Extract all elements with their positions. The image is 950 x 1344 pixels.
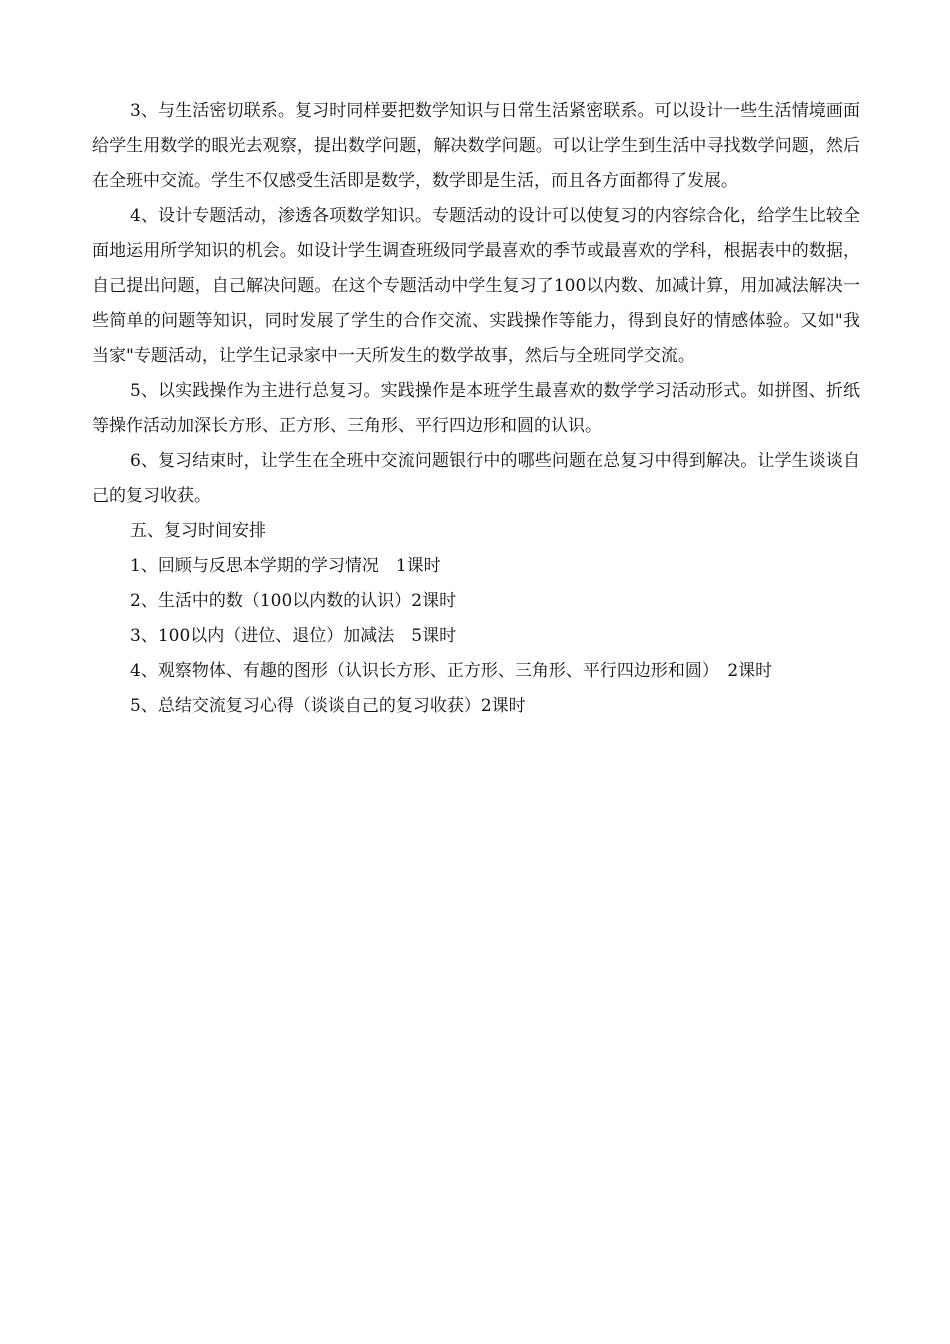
schedule-item-2: 2、生活中的数（100以内数的认识）2课时 bbox=[130, 591, 457, 611]
schedule-item-4: 4、观察物体、有趣的图形（认识长方形、正方形、三角形、平行四边形和圆） 2课时 bbox=[130, 661, 773, 681]
schedule-item-5: 5、总结交流复习心得（谈谈自己的复习收获）2课时 bbox=[130, 696, 526, 716]
paragraph-topic-activities: 4、设计专题活动，渗透各项数学知识。专题活动的设计可以使复习的内容综合化，给学生比较全面地运用所学知识的机会。如设计学生调查班级同学最喜欢的季节或最喜欢的学科，根据表中的数据，自己提出问题，自己解决问题。在这个专题活动中学生复习了100以内数、加减计算，用加减法解决一些简单的问题等知识，同时发展了学生的合作交流、实践操作等能力，得到良好的情感体验。又如"我当家"专题活动，让学生记录家中一天所发生的数学故事，然后与全班同学交流。 bbox=[92, 206, 860, 366]
paragraph-life-connection: 3、与生活密切联系。复习时同样要把数学知识与日常生活紧密联系。可以设计一些生活情境画面给学生用数学的眼光去观察，提出数学问题，解决数学问题。可以让学生到生活中寻找数学问题，然后在全班中交流。学生不仅感受生活即是数学，数学即是生活，而且各方面都得了发展。 bbox=[92, 101, 860, 191]
schedule-item-3: 3、100以内（进位、退位）加减法 5课时 bbox=[130, 626, 457, 646]
paragraph-practice-operations: 5、以实践操作为主进行总复习。实践操作是本班学生最喜欢的数学学习活动形式。如拼图、折纸等操作活动加深长方形、正方形、三角形、平行四边形和圆的认识。 bbox=[92, 381, 860, 436]
section-heading-schedule: 五、复习时间安排 bbox=[130, 521, 266, 541]
schedule-item-1: 1、回顾与反思本学期的学习情况 1课时 bbox=[130, 556, 441, 576]
document-page bbox=[92, 94, 860, 724]
paragraph-review-conclusion: 6、复习结束时，让学生在全班中交流问题银行中的哪些问题在总复习中得到解决。让学生谈谈自己的复习收获。 bbox=[92, 451, 860, 506]
